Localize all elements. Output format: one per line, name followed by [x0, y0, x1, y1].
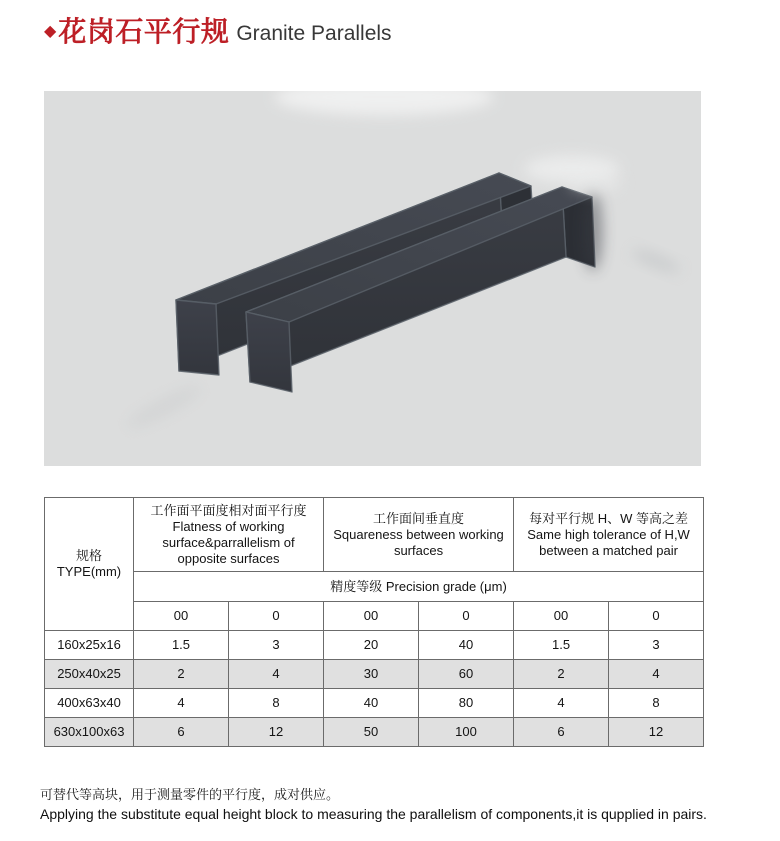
value-cell: 20 [324, 631, 419, 660]
value-cell: 4 [514, 689, 609, 718]
header-squareness-en: Squareness between working surfaces [333, 526, 504, 558]
value-cell: 3 [609, 631, 704, 660]
grade-cell: 0 [419, 602, 514, 631]
footer-note-zh: 可替代等高块，用于测量零件的平行度，成对供应。 [40, 787, 340, 802]
value-cell: 4 [609, 660, 704, 689]
grade-cell: 00 [134, 602, 229, 631]
footer-note-en: Applying the substitute equal height block to measuring the parallelism of components,it is qupplied in pairs. [40, 806, 707, 822]
page-title-zh: 花岗石平行规 [58, 16, 230, 47]
grade-cell: 0 [609, 602, 704, 631]
table-row [45, 631, 704, 660]
value-cell: 60 [419, 660, 514, 689]
value-cell: 40 [324, 689, 419, 718]
value-cell: 2 [514, 660, 609, 689]
footer-notes [40, 786, 760, 824]
value-cell: 6 [134, 718, 229, 747]
value-cell: 8 [609, 689, 704, 718]
header-squareness-zh: 工作面间垂直度 [373, 510, 465, 526]
type-header-en: TYPE(mm) [56, 564, 122, 579]
value-cell: 100 [419, 718, 514, 747]
type-cell: 630x100x63 [45, 718, 134, 747]
grade-cell: 0 [229, 602, 324, 631]
type-cell: 250x40x25 [45, 660, 134, 689]
page-title [44, 17, 392, 48]
value-cell: 50 [324, 718, 419, 747]
header-squareness-cell [324, 498, 514, 572]
value-cell: 40 [419, 631, 514, 660]
table-row [45, 660, 704, 689]
value-cell: 6 [514, 718, 609, 747]
grade-cell: 00 [324, 602, 419, 631]
value-cell: 8 [229, 689, 324, 718]
table-header-row [45, 498, 704, 572]
page-title-en: Granite Parallels [236, 22, 392, 46]
value-cell: 30 [324, 660, 419, 689]
type-cell: 400x63x40 [45, 689, 134, 718]
table-row [45, 689, 704, 718]
value-cell: 1.5 [134, 631, 229, 660]
table-row [45, 718, 704, 747]
value-cell: 12 [229, 718, 324, 747]
grade-row [45, 602, 704, 631]
value-cell: 3 [229, 631, 324, 660]
header-tolerance-cell [514, 498, 704, 572]
header-tolerance-en: Same high tolerance of H,W between a matched pair [527, 526, 690, 558]
spec-table [44, 497, 704, 747]
type-cell: 160x25x16 [45, 631, 134, 660]
value-cell: 1.5 [514, 631, 609, 660]
product-image [44, 91, 701, 466]
value-cell: 12 [609, 718, 704, 747]
value-cell: 80 [419, 689, 514, 718]
value-cell: 4 [229, 660, 324, 689]
header-tolerance-zh: 每对平行规 H、W 等高之差 [529, 510, 688, 526]
precision-grade-cell: 精度等级 Precision grade (μm) [134, 572, 704, 602]
granite-parallels-illustration [44, 91, 701, 466]
header-flatness-zh: 工作面平面度相对面平行度 [150, 502, 307, 518]
header-flatness-cell [134, 498, 324, 572]
type-header-cell [45, 498, 134, 631]
header-flatness-en: Flatness of working surface&parrallelism of opposite surfaces [162, 518, 295, 566]
value-cell: 4 [134, 689, 229, 718]
value-cell: 2 [134, 660, 229, 689]
grade-cell: 00 [514, 602, 609, 631]
diamond-bullet-icon: ◆ [44, 23, 57, 41]
type-header-zh: 规格 [75, 548, 102, 563]
precision-grade-row [45, 572, 704, 602]
